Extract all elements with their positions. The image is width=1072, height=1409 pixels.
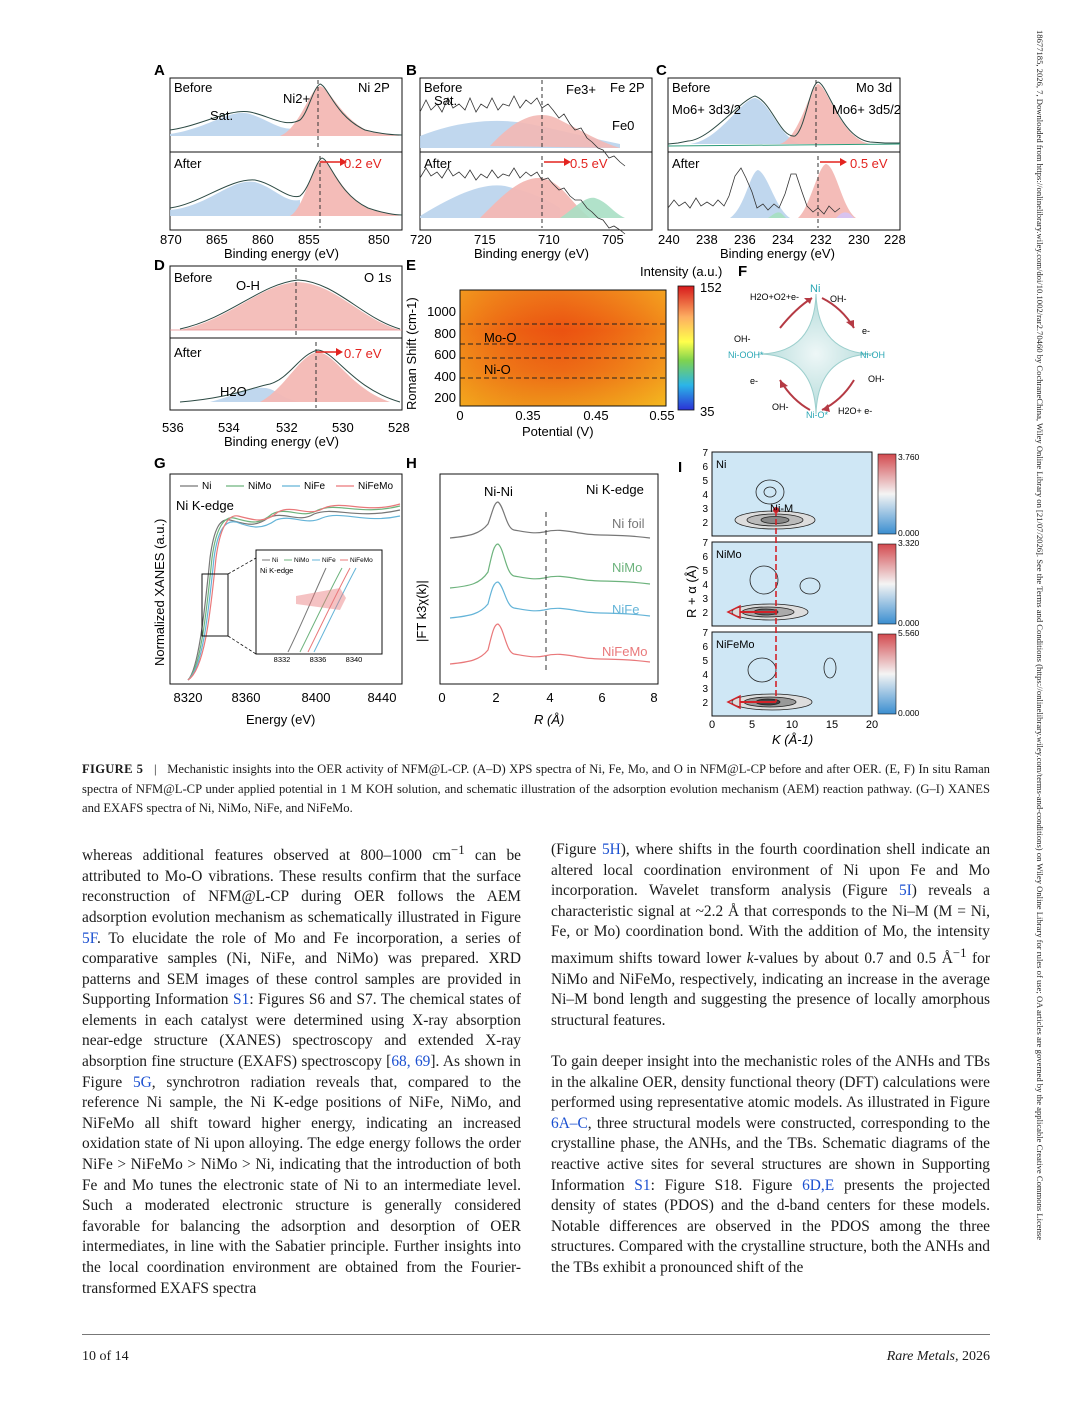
text-span: -values by about 0.7 and 0.5 Å xyxy=(753,950,953,968)
panel-g-tick-1: 8360 xyxy=(231,690,261,705)
panel-g-inset-tick-2: 8340 xyxy=(345,655,363,664)
footer-rule xyxy=(82,1334,990,1335)
panel-i-xtick-2: 10 xyxy=(785,719,799,731)
caption-label: FIGURE 5 xyxy=(82,762,144,776)
text-span: ) reveals a characteristic signal at ~2.2 Å that corresponds to the Ni–M (M = Ni, Fe, or Mo) coordination bond. With the addition of Mo, the intensity maximum shifts toward lower xyxy=(551,882,990,968)
panel-i-ytick-6: 7 xyxy=(702,538,708,549)
panel-d-before: Before xyxy=(174,270,213,285)
panel-f-label-3: e- xyxy=(862,326,871,336)
panel-i-cbar-0-max: 3.760 xyxy=(898,452,920,462)
ref-figure-5g[interactable]: 5G xyxy=(132,1073,152,1091)
panel-d-title: O 1s xyxy=(364,270,392,285)
panel-f-label-1: H2O+O2+e- xyxy=(750,292,800,302)
panel-c xyxy=(656,62,906,261)
panel-h xyxy=(406,455,658,727)
text-span: . To elucidate the role of Mo and Fe incorporation, a series of comparative samples (Ni, NiFe, and NiMo) was prepared. XRD patterns and SEM images of these control samples are provided in Supporting Information xyxy=(82,929,521,1009)
panel-b-after: After xyxy=(424,156,452,171)
panel-i-ytick-15: 4 xyxy=(702,670,708,681)
panel-i-sub-0: Ni xyxy=(716,459,727,471)
panel-b-shift: 0.5 eV xyxy=(570,156,608,171)
panel-c-tick-4: 232 xyxy=(810,232,832,247)
panel-a xyxy=(154,62,402,261)
panel-d-after: After xyxy=(174,345,202,360)
ref-supporting-s1-b[interactable]: S1 xyxy=(634,1176,651,1194)
panel-a-letter: A xyxy=(154,62,165,79)
panel-i-letter: I xyxy=(678,459,683,476)
panel-i-ytick-14: 5 xyxy=(702,656,708,667)
panel-c-tick-6: 228 xyxy=(884,232,906,247)
panel-h-series-2: NiFe xyxy=(612,602,640,617)
panel-e-ytick-4: 200 xyxy=(434,390,456,405)
panel-i-cbar-2-min: 0.000 xyxy=(898,708,920,718)
panel-i-ytick-16: 3 xyxy=(702,684,708,695)
panel-b-tick-2: 710 xyxy=(538,232,560,247)
panel-h-tick-1: 2 xyxy=(492,690,500,705)
panel-g-legend-2: NiFe xyxy=(304,481,326,492)
panel-d-tick-1: 534 xyxy=(218,420,240,435)
panel-g-inset-legend-2: NiFe xyxy=(322,557,336,564)
panel-b-peak2: Fe0 xyxy=(612,118,635,133)
panel-b-peak: Fe3+ xyxy=(566,82,596,97)
ref-figure-5h[interactable]: 5H xyxy=(601,841,621,858)
panel-h-tick-4: 8 xyxy=(650,690,658,705)
panel-f-label-0: Ni xyxy=(810,283,821,295)
panel-e-letter: E xyxy=(406,257,417,274)
panel-g-edge: Ni K-edge xyxy=(176,498,234,513)
panel-b xyxy=(406,62,652,261)
panel-h-xlabel: R (Å) xyxy=(534,712,565,727)
panel-b-tick-0: 720 xyxy=(410,232,432,247)
text-span: , three structural models were constructed, corresponding to the crystalline phase, the ANHs, and the TBs. Schematic diagrams of the reactive active sites for several structures are shown in Supporting Information xyxy=(551,1114,990,1194)
panel-c-tick-3: 234 xyxy=(772,232,794,247)
paragraph-right-1 xyxy=(551,840,990,1031)
ref-figure-5i[interactable]: 5I xyxy=(898,882,912,900)
panel-g-inset-legend-0: Ni xyxy=(272,557,279,564)
panel-e-xlabel: Potential (V) xyxy=(522,424,594,439)
panel-i-xlabel: K (Å-1) xyxy=(772,732,814,747)
panel-b-tick-1: 715 xyxy=(474,232,496,247)
panel-a-xlabel: Binding energy (eV) xyxy=(224,246,339,261)
panel-c-xlabel: Binding energy (eV) xyxy=(720,246,835,261)
panel-a-after: After xyxy=(174,156,202,171)
panel-g-inset-legend-3: NiFeMo xyxy=(350,557,373,564)
panel-e-cbar-title: Intensity (a.u.) xyxy=(640,264,723,279)
panel-d-tick-2: 532 xyxy=(276,420,298,435)
panel-d-tick-4: 528 xyxy=(388,420,410,435)
panel-e-ytick-1: 800 xyxy=(434,326,456,341)
panel-i-bond: Ni-M xyxy=(770,503,794,515)
panel-i-ytick-13: 6 xyxy=(702,642,708,653)
panel-a-peak: Ni2+ xyxy=(283,91,311,106)
panel-c-tick-0: 240 xyxy=(658,232,680,247)
panel-a-title: Ni 2P xyxy=(358,80,390,95)
panel-i-xtick-0: 0 xyxy=(708,719,716,731)
ref-figure-6a-c[interactable]: 6A–C xyxy=(551,1114,588,1132)
caption-text: Mechanistic insights into the OER activity of NFM@L-CP. (A–D) XPS spectra of Ni, Fe, Mo, and O in NFM@L-CP before and after OER. (E, F) In situ Raman spectra of NFM@L-CP under applied potential in 1 M KOH solution, and schematic illustration of the adsorption evolution mechanism (AEM) reaction pathway. (G–I) XANES and EXAFS spectra of Ni, NiMo, NiFe, and NiFeMo. xyxy=(82,762,990,815)
text-span: ), where shifts in the fourth coordination shell indicate an altered local coordination environment of Ni upon Fe and Mo incorporation. Wavelet transform analysis (Figure xyxy=(551,841,991,900)
panel-c-shift: 0.5 eV xyxy=(850,156,888,171)
panel-i-ytick-12: 7 xyxy=(702,628,708,639)
panel-i-ytick-7: 6 xyxy=(702,552,708,563)
panel-e-cbar-max: 152 xyxy=(700,280,722,295)
panel-h-ylabel: |FT k3χ(k)| xyxy=(414,580,429,642)
text-span: To gain deeper insight into the mechanistic roles of the ANHs and TBs in the alkaline OER, density functional theory (DFT) calculations were performed using representative atomic models. As illustrated in Figure xyxy=(551,1053,990,1112)
panel-d-tick-0: 536 xyxy=(162,420,184,435)
panel-e xyxy=(404,257,722,439)
panel-f-letter: F xyxy=(738,263,748,280)
panel-e-xtick-0: 0 xyxy=(456,408,464,423)
panel-i-sub-1: NiMo xyxy=(716,549,742,561)
panel-h-tick-3: 6 xyxy=(598,690,606,705)
panel-h-series-0: Ni foil xyxy=(612,516,645,531)
panel-i-ytick-9: 4 xyxy=(702,580,708,591)
panel-g-legend-0: Ni xyxy=(202,481,212,492)
download-notice-sidebar: 18677185, 2026, 7, Downloaded from https://onlinelibrary.wiley.com/doi/10.1002/rar2.70460 by CochraneChina, Wiley Online Library on [21/07/2026]. See the Terms and Conditions (https://onlinelibrary.wiley.com/terms-and-conditions) on Wiley Online Library for rules of use; OA articles are governed by the applicable Creative Commons License xyxy=(1035,30,1045,1241)
panel-b-sat: Sat. xyxy=(434,93,458,108)
panel-g-tick-3: 8440 xyxy=(367,690,397,705)
text-span: presents the projected density of states (PDOS) and the d-band centers for these models. Notable differences are observed in the PDOS among the three structures. Compared with the crystalline structure, both the ANHs and the TBs exhibit a pronounced shift of the xyxy=(551,1176,990,1276)
panel-i-cbar-1-max: 3.320 xyxy=(898,538,920,548)
panel-b-xlabel: Binding energy (eV) xyxy=(474,246,589,261)
panel-d-peak: O-H xyxy=(236,278,260,293)
panel-g-letter: G xyxy=(154,455,166,472)
panel-i-ytick-4: 3 xyxy=(702,504,708,515)
panel-c-peak-a: Mo6+ 3d3/2 xyxy=(672,102,742,117)
panel-e-xtick-3: 0.55 xyxy=(649,408,675,423)
journal-year: 2026 xyxy=(962,1349,990,1364)
caption-separator: | xyxy=(153,762,157,776)
panel-b-before: Before xyxy=(424,80,463,95)
panel-e-cbar-min: 35 xyxy=(700,404,715,419)
panel-h-series-3: NiFeMo xyxy=(602,644,648,659)
panel-a-before: Before xyxy=(174,80,213,95)
panel-g-ylabel: Normalized XANES (a.u.) xyxy=(152,518,167,666)
text-span: for NiMo and NiFeMo, respectively, indicating an increase in the average Ni–M bond length and suggesting the presence of locally amorphous structural features. xyxy=(551,950,990,1029)
panel-f-label-11: H2O+ e- xyxy=(838,406,873,416)
panel-i-ytick-1: 6 xyxy=(702,462,708,473)
panel-a-shift: 0.2 eV xyxy=(344,156,382,171)
panel-f-label-6: Ni-OH xyxy=(860,350,885,360)
panel-f-label-9: OH- xyxy=(772,402,789,412)
panel-a-tick-1: 865 xyxy=(206,232,228,247)
panel-e-ylabel: Roman Shift (cm-1) xyxy=(404,297,419,410)
panel-i-xtick-3: 15 xyxy=(825,719,839,731)
ref-citation-68-69[interactable]: 68, 69 xyxy=(391,1053,431,1071)
panel-h-edge: Ni K-edge xyxy=(586,482,644,497)
text-span: , synchrotron radiation reveals that, compared to the reference Ni sample, the Ni K-edge positions of NiFe, NiMo, and NiFeMo all shift toward higher energy, indicating an increased oxidation state of Ni upon alloying. The edge energy follows the order NiFe > NiFeMo > NiMo > Ni, indicating that the introduction of both Fe and Mo tunes the electronic state of Ni to an intermediate level. Such a moderated electronic structure is generally considered favorable for balancing the adsorption and desorption of OER intermediates, in line with the Sabatier principle. Further insights into the local coordination environment are obtained from the Fourier-transformed EXAFS spectra xyxy=(82,1073,521,1297)
text-span: whereas additional features observed at 800–1000 cm xyxy=(82,847,452,865)
text-span: : Figure S18. Figure xyxy=(650,1176,803,1194)
text-span: ]. As shown in Figure xyxy=(82,1053,521,1091)
panel-g-legend-3: NiFeMo xyxy=(358,481,394,492)
panel-h-tick-2: 4 xyxy=(546,690,554,705)
panel-i-sub-2: NiFeMo xyxy=(716,639,755,651)
panel-b-tick-3: 705 xyxy=(602,232,624,247)
panel-c-before: Before xyxy=(672,80,711,95)
panel-h-letter: H xyxy=(406,455,417,472)
panel-c-letter: C xyxy=(656,62,667,79)
panel-i xyxy=(678,448,920,747)
ref-figure-6d-e[interactable]: 6D,E xyxy=(802,1176,835,1194)
panel-b-title: Fe 2P xyxy=(610,80,645,95)
panel-f-label-8: OH- xyxy=(868,374,885,384)
superscript: −1 xyxy=(952,945,967,960)
ref-figure-5f[interactable]: 5F xyxy=(82,929,98,947)
panel-g-legend-1: NiMo xyxy=(248,481,272,492)
panel-g-inset-tick-1: 8336 xyxy=(309,655,327,664)
panel-d-letter: D xyxy=(154,257,165,274)
panel-c-tick-5: 230 xyxy=(848,232,870,247)
panel-i-ytick-0: 7 xyxy=(702,448,708,459)
panel-i-ytick-17: 2 xyxy=(702,698,708,709)
journal-footer xyxy=(887,1349,990,1365)
italic-k: k xyxy=(746,950,754,968)
panel-g-inset-edge: Ni K-edge xyxy=(260,566,294,575)
panel-g-tick-0: 8320 xyxy=(173,690,203,705)
panel-g-inset-legend-1: NiMo xyxy=(294,557,310,564)
text-span: : Figures S6 and S7. The chemical states of elements in each catalyst were determined using X-ray absorption near-edge structure (XANES) spectroscopy and extended X-ray absorption fine structure (EXAFS) spectroscopy [ xyxy=(82,991,522,1071)
panel-a-tick-2: 860 xyxy=(252,232,274,247)
panel-c-tick-1: 238 xyxy=(696,232,718,247)
text-span: (Figure xyxy=(551,841,602,858)
panel-e-xtick-2: 0.45 xyxy=(583,408,609,423)
figure-5-graphic xyxy=(150,58,930,748)
panel-h-series-1: NiMo xyxy=(612,560,643,575)
panel-i-ytick-2: 5 xyxy=(702,476,708,487)
panel-f-label-2: OH- xyxy=(830,294,847,304)
panel-a-tick-0: 870 xyxy=(160,232,182,247)
panel-c-after: After xyxy=(672,156,700,171)
panel-i-cbar-0-min: 0.000 xyxy=(898,528,920,538)
panel-c-title: Mo 3d xyxy=(856,80,893,95)
panel-d-tick-3: 530 xyxy=(332,420,354,435)
panel-e-band1: Mo-O xyxy=(484,330,517,345)
panel-a-tick-4: 850 xyxy=(368,232,390,247)
panel-i-ytick-8: 5 xyxy=(702,566,708,577)
panel-i-cbar-1-min: 0.000 xyxy=(898,618,920,628)
panel-i-xtick-4: 20 xyxy=(865,719,879,731)
text-span: can be attributed to Mo-O vibrations. These results confirm that the surface reconstruction of NFM@L-CP during OER follows the AEM adsorption evolution mechanism as schematically illustrated in Figure xyxy=(82,847,521,926)
panel-d-xlabel: Binding energy (eV) xyxy=(224,434,339,449)
panel-a-tick-3: 855 xyxy=(298,232,320,247)
journal-name: Rare Metals, xyxy=(886,1349,959,1364)
panel-e-xtick-1: 0.35 xyxy=(515,408,541,423)
ref-supporting-s1[interactable]: S1 xyxy=(233,991,250,1009)
panel-f-label-4: OH- xyxy=(734,334,751,344)
page-number: 10 of 14 xyxy=(82,1349,129,1364)
panel-g-xlabel: Energy (eV) xyxy=(246,712,316,727)
body-column-left xyxy=(82,840,521,1320)
paragraph-left-1 xyxy=(82,840,521,1299)
panel-e-ytick-0: 1000 xyxy=(427,304,456,319)
panel-f-label-5: Ni-OOH* xyxy=(728,350,764,360)
panel-b-letter: B xyxy=(406,62,417,79)
panel-f xyxy=(728,263,885,420)
panel-g-inset-tick-0: 8332 xyxy=(273,655,291,664)
panel-i-ytick-11: 2 xyxy=(702,608,708,619)
superscript: −1 xyxy=(451,843,465,857)
panel-d-shift: 0.7 eV xyxy=(344,346,382,361)
panel-e-ytick-3: 400 xyxy=(434,369,456,384)
figure-caption xyxy=(82,760,990,819)
panel-f-label-7: e- xyxy=(750,376,759,386)
panel-f-label-10: Ni-O* xyxy=(806,410,828,420)
panel-i-ytick-10: 3 xyxy=(702,594,708,605)
panel-e-band2: Ni-O xyxy=(484,362,511,377)
panel-d-peak2: H2O xyxy=(220,384,247,399)
panel-g xyxy=(152,455,402,727)
panel-c-peak-b: Mo6+ 3d5/2 xyxy=(832,102,902,117)
panel-i-cbar-2-max: 5.560 xyxy=(898,628,920,638)
panel-c-tick-2: 236 xyxy=(734,232,756,247)
panel-i-ylabel: R + α (Å) xyxy=(684,565,699,618)
panel-i-ytick-3: 4 xyxy=(702,490,708,501)
paragraph-right-2 xyxy=(551,1052,990,1279)
body-column-right xyxy=(551,840,990,1299)
panel-e-ytick-2: 600 xyxy=(434,347,456,362)
panel-g-tick-2: 8400 xyxy=(301,690,331,705)
panel-h-tick-0: 0 xyxy=(438,690,446,705)
figure-5 xyxy=(150,58,930,748)
panel-i-xtick-1: 5 xyxy=(748,719,756,731)
panel-d xyxy=(154,257,410,449)
panel-a-sat: Sat. xyxy=(210,108,234,123)
panel-i-ytick-5: 2 xyxy=(702,518,708,529)
panel-h-peak: Ni-Ni xyxy=(484,484,513,499)
